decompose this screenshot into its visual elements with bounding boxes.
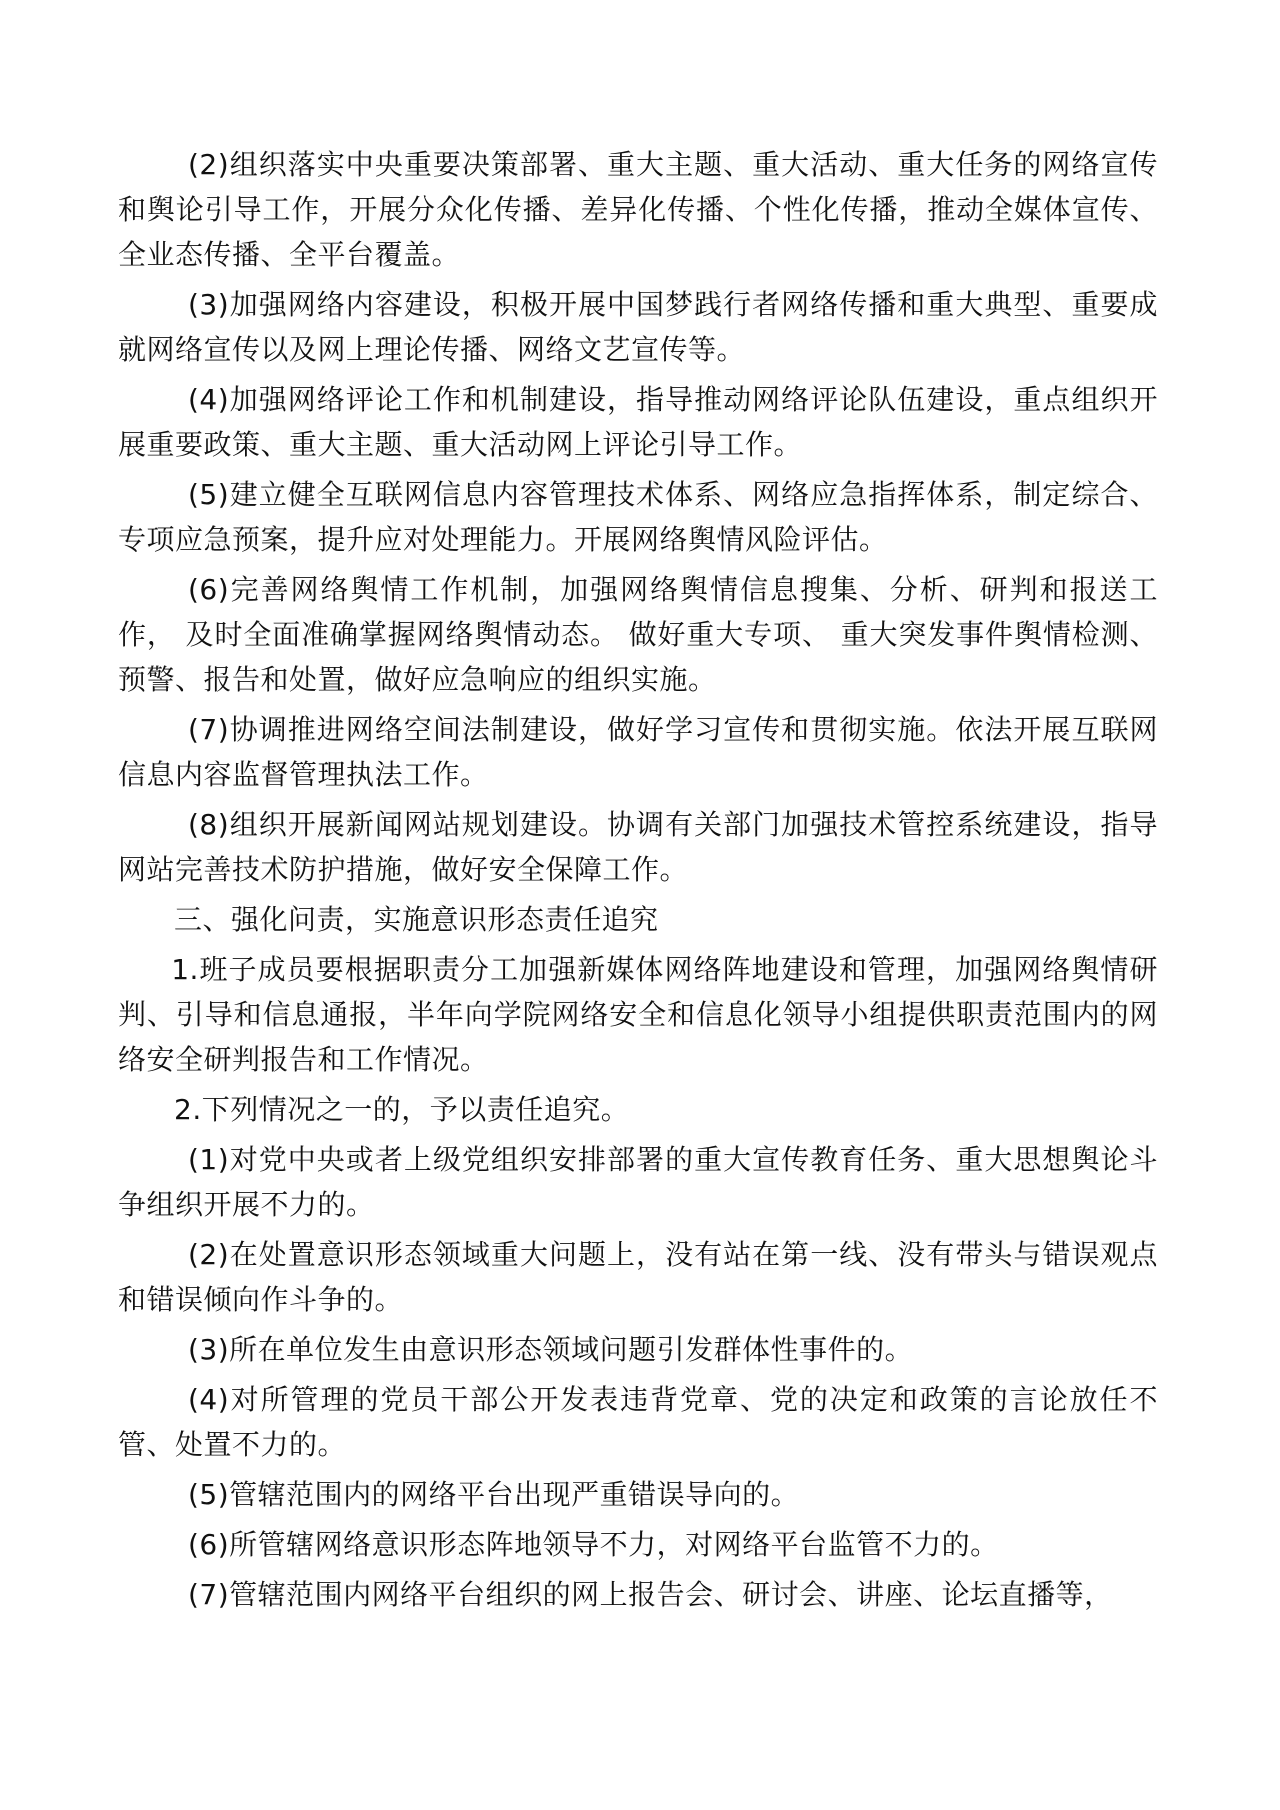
paragraph-case-1: (1)对党中央或者上级党组织安排部署的重大宣传教育任务、重大思想舆论斗争组织开展不力的。 bbox=[118, 1143, 1158, 1221]
paragraph-case-2: (2)在处置意识形态领域重大问题上，没有站在第一线、没有带头与错误观点和错误倾向作斗争的。 bbox=[118, 1238, 1158, 1316]
paragraph-case-5: (5)管辖范围内的网络平台出现严重错误导向的。 bbox=[188, 1478, 800, 1511]
paragraph-case-3: (3)所在单位发生由意识形态领域问题引发群体性事件的。 bbox=[188, 1333, 914, 1366]
paragraph-item-7: (7)协调推进网络空间法制建设，做好学习宣传和贯彻实施。依法开展互联网信息内容监督管理执法工作。 bbox=[118, 713, 1158, 791]
paragraph-item-4: (4)加强网络评论工作和机制建设，指导推动网络评论队伍建设，重点组织开展重要政策、重大主题、重大活动网上评论引导工作。 bbox=[118, 383, 1158, 461]
paragraph-case-7: (7)管辖范围内网络平台组织的网上报告会、研讨会、讲座、论坛直播等， bbox=[188, 1578, 1113, 1611]
paragraph-point-2: 2.下列情况之一的，予以责任追究。 bbox=[174, 1093, 630, 1126]
paragraph-point-1: 1.班子成员要根据职责分工加强新媒体网络阵地建设和管理，加强网络舆情研判、引导和信息通报，半年向学院网络安全和信息化领导小组提供职责范围内的网络安全研判报告和工作情况。 bbox=[118, 953, 1158, 1076]
section-heading-three: 三、强化问责，实施意识形态责任追究 bbox=[174, 903, 659, 936]
paragraph-item-8: (8)组织开展新闻网站规划建设。协调有关部门加强技术管控系统建设，指导网站完善技术防护措施，做好安全保障工作。 bbox=[118, 808, 1158, 886]
paragraph-item-6: (6)完善网络舆情工作机制，加强网络舆情信息搜集、分析、研判和报送工作， 及时全面准确掌握网络舆情动态。 做好重大专项、 重大突发事件舆情检测、预警、报告和处置，做好应急响应的组织实施。 bbox=[118, 573, 1158, 696]
paragraph-item-5: (5)建立健全互联网信息内容管理技术体系、网络应急指挥体系，制定综合、专项应急预案，提升应对处理能力。开展网络舆情风险评估。 bbox=[118, 478, 1158, 556]
paragraph-case-4: (4)对所管理的党员干部公开发表违背党章、党的决定和政策的言论放任不管、处置不力的。 bbox=[118, 1383, 1158, 1461]
paragraph-case-6: (6)所管辖网络意识形态阵地领导不力，对网络平台监管不力的。 bbox=[188, 1528, 999, 1561]
document-page bbox=[118, 142, 1158, 1622]
paragraph-item-3: (3)加强网络内容建设，积极开展中国梦践行者网络传播和重大典型、重要成就网络宣传以及网上理论传播、网络文艺宣传等。 bbox=[118, 288, 1158, 366]
paragraph-item-2: (2)组织落实中央重要决策部署、重大主题、重大活动、重大任务的网络宣传和舆论引导工作，开展分众化传播、差异化传播、个性化传播，推动全媒体宣传、全业态传播、全平台覆盖。 bbox=[118, 148, 1158, 271]
